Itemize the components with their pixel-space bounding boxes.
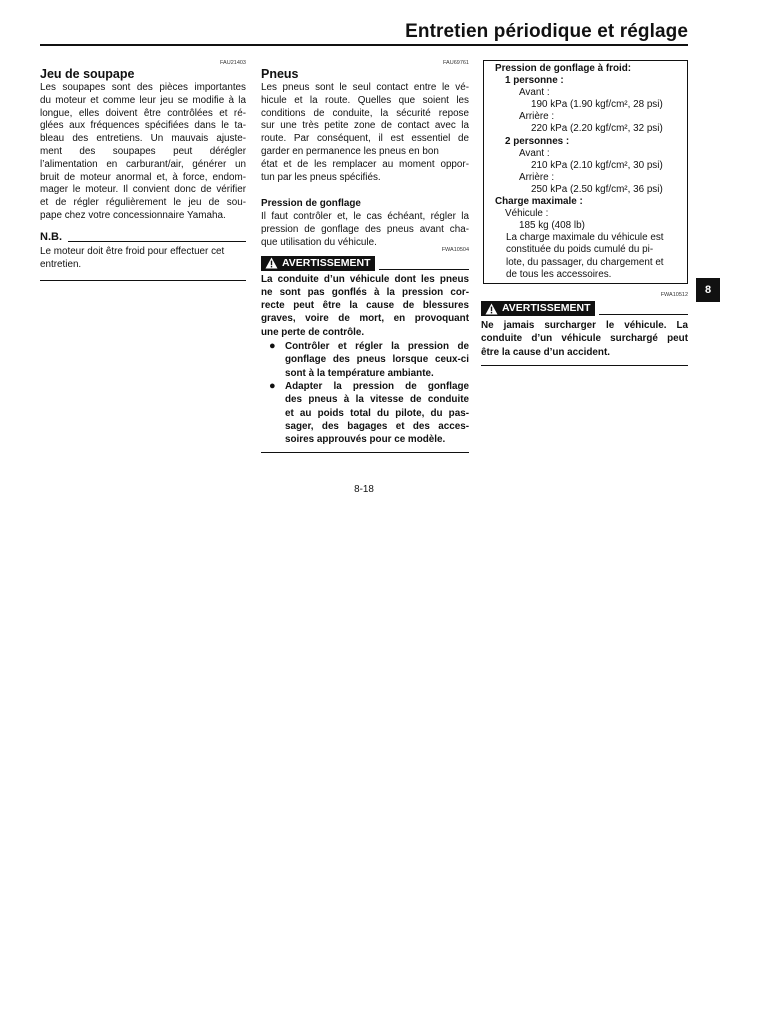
warning-code: FWA10512 [660, 292, 688, 298]
bullet-icon: ● [269, 340, 276, 353]
spec-rear-value: 250 kPa (2.50 kgf/cm², 36 psi) [531, 183, 663, 195]
text-line: du moteur et comme leur jeu se modifie à la [40, 94, 246, 106]
section-heading-tires: Pneus [261, 67, 299, 81]
spec-max-load: Charge maximale : [495, 196, 583, 208]
overload-warning [481, 292, 688, 366]
text-line: longue, elles doivent être contrôlées et ré- [40, 107, 246, 119]
spec-one-person: 1 personne : [505, 75, 564, 87]
text-line: La conduite d’un véhicule dont les pneus [261, 273, 469, 285]
warning-rule [379, 269, 469, 270]
spec-two-persons: 2 personnes : [505, 135, 570, 147]
warning-bullet-item [261, 340, 469, 380]
text-line: état et de les remplacer au moment oppor- [261, 158, 469, 170]
spec-front-value: 190 kPa (1.90 kgf/cm², 28 psi) [531, 99, 663, 111]
text-line: Contrôler et régler la pression de [285, 341, 469, 353]
warning-text [481, 319, 688, 359]
text-line: et de régler régulièrement le jeu de sou- [40, 197, 246, 209]
valve-text [40, 82, 246, 223]
text-line: hicule et la route. Quelles que soient les [261, 94, 469, 106]
warning-bottom-rule [481, 365, 688, 366]
section-heading-valve: Jeu de soupape [40, 67, 135, 81]
text-line: route. Par conséquent, il est essentiel de [261, 133, 469, 145]
warning-badge [261, 256, 375, 271]
warning-badge [481, 301, 595, 316]
text-line: et au poids total du pilote, du pas- [285, 407, 469, 419]
nb-heading [40, 231, 246, 244]
text-line: Les pneus sont le seul contact entre le vé- [261, 82, 469, 93]
warning-triangle-icon [485, 303, 498, 315]
text-line: conditions de conduite, la sécurité repose [261, 107, 469, 119]
spec-note-line: de tous les accessoires. [506, 268, 612, 280]
spec-front-value: 210 kPa (2.10 kgf/cm², 30 psi) [531, 159, 663, 171]
text-line: mager le moteur. Il convient donc de vérifier [40, 184, 246, 196]
pressure-text [261, 211, 469, 249]
warning-triangle-icon [265, 257, 278, 269]
warning-rule [599, 314, 688, 315]
text-line: conduite d’un véhicule surchargé peut [481, 333, 688, 345]
text-line: sager, des bagages et des acces- [285, 420, 469, 432]
text-line: sont à la température ambiante. [285, 367, 434, 379]
spec-rear-label: Arrière : [519, 171, 555, 183]
spec-title: Pression de gonflage à froid: [495, 63, 632, 74]
warning-header [261, 256, 469, 271]
warning-code: FWA10504 [441, 246, 469, 253]
spec-rear-value: 220 kPa (2.20 kgf/cm², 32 psi) [531, 123, 663, 135]
text-line: sur une très petite zone de contact avec la [261, 120, 469, 132]
text-line: tun par les pneus spécifiés. [261, 171, 381, 183]
nb-label: N.B. [40, 230, 62, 243]
text-line: garder en permanence les pneus en bon [261, 145, 439, 157]
warning-bullet-item [261, 380, 469, 446]
text-line: une perte de contrôle. [261, 326, 365, 338]
subheading-pressure: Pression de gonflage [261, 198, 361, 210]
text-line: ne sont pas gonflés à la pression cor- [261, 286, 469, 298]
text-line: Les soupapes sont des pièces importantes [40, 82, 246, 93]
spec-front-label: Avant : [519, 87, 550, 99]
warning-label: AVERTISSEMENT [282, 256, 371, 269]
text-line: être la cause d’un accident. [481, 346, 610, 358]
spec-vehicle-value: 185 kg (408 lb) [519, 220, 585, 232]
page-number: 8-18 [354, 484, 374, 495]
text-line: glées aux fréquences spécifiées dans le ta- [40, 120, 246, 132]
text-line: entretien. [40, 258, 82, 270]
text-line: recte peut être la cause de blessures [261, 300, 469, 312]
section-code: FAU69761 [443, 60, 469, 66]
text-line: l’alimentation en carburant/air, générer un [40, 158, 246, 170]
spec-rear-label: Arrière : [519, 111, 555, 123]
spec-note-line: lote, du passager, du chargement et [506, 256, 664, 268]
warning-bottom-rule [261, 452, 469, 453]
nb-text [40, 246, 246, 272]
warning-header [481, 301, 688, 316]
text-line: Le moteur doit être froid pour effectuer cet [40, 245, 225, 257]
text-line: Adapter la pression de gonflage [285, 380, 469, 392]
text-line: soires approuvés pour ce modèle. [285, 434, 446, 446]
text-line: bruit de moteur anormal et, à force, endom- [40, 171, 246, 183]
tire-pressure-spec-box [483, 60, 688, 284]
text-line: bleau des entretiens. Un mauvais ajuste- [40, 133, 246, 145]
text-line: gonflage des pneus lorsque ceux-ci [285, 354, 469, 366]
spec-front-label: Avant : [519, 147, 550, 159]
text-line: ment des soupapes peut dérégler [40, 145, 246, 157]
text-line: pression de gonflage des pneus avant cha- [261, 223, 469, 235]
nb-bottom-rule [40, 280, 246, 281]
warning-text [261, 273, 469, 339]
text-line: Ne jamais surcharger le véhicule. La [481, 320, 688, 331]
text-line: graves, voire de mort, en provoquant [261, 313, 469, 325]
column-valve-clearance [40, 60, 246, 281]
nb-rule [68, 241, 246, 242]
spec-note-line: constituée du poids cumulé du pi- [506, 244, 654, 256]
text-line: que utilisation du véhicule. [261, 236, 377, 248]
page-title: Entretien périodique et réglage [405, 21, 688, 42]
text-line: pape chez votre concessionnaire Yamaha. [40, 209, 226, 221]
section-tab: 8 [696, 278, 720, 302]
text-line: Il faut contrôler et, le cas échéant, régler la [261, 211, 469, 223]
title-rule [40, 44, 688, 46]
column-tires [261, 60, 469, 453]
section-code: FAU21403 [220, 60, 246, 66]
text-line: des pneus à la vitesse de conduite [285, 394, 469, 406]
bullet-icon: ● [269, 379, 276, 392]
tires-text [261, 82, 469, 184]
warning-label: AVERTISSEMENT [502, 302, 591, 314]
spec-vehicle-label: Véhicule : [505, 208, 549, 220]
spec-note-line: La charge maximale du véhicule est [506, 232, 664, 244]
